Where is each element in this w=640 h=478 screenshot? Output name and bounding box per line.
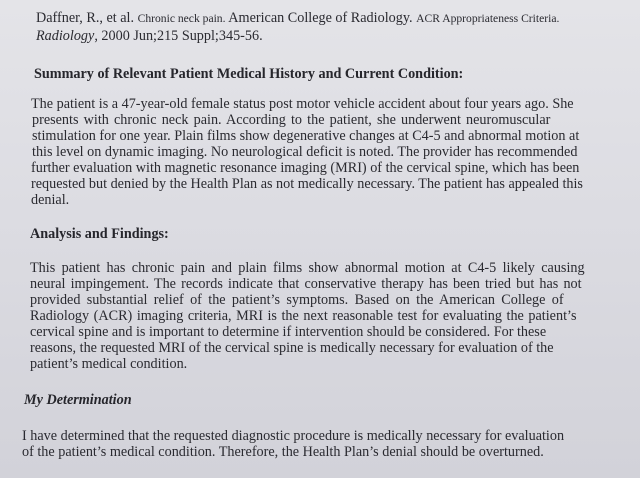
summary-line: denial. <box>31 192 70 208</box>
analysis-heading: Analysis and Findings: <box>30 226 169 242</box>
determination-heading: My Determination <box>24 392 132 408</box>
citation-org: American College of Radiology. <box>228 10 413 26</box>
citation-details: , 2000 Jun;215 Suppl;345-56. <box>94 28 263 44</box>
analysis-line: provided substantial relief of the patient’s symptoms. Based on the American College of <box>30 292 564 308</box>
determination-line: of the patient’s medical condition. Therefore, the Health Plan’s denial should be overturned. <box>22 444 544 460</box>
summary-line: this level on dynamic imaging. No neurological deficit is noted. The provider has recommended <box>32 144 578 160</box>
analysis-line: Radiology (ACR) imaging criteria, MRI is the next reasonable test for evaluating the patient’s <box>30 308 577 324</box>
summary-line: requested but denied by the Health Plan as not medically necessary. The patient has appealed this <box>31 176 583 192</box>
citation-line-2 <box>36 28 263 44</box>
summary-line: stimulation for one year. Plain films show degenerative changes at C4-5 and abnormal motion at <box>32 128 580 144</box>
citation-line-1 <box>36 10 559 27</box>
summary-heading: Summary of Relevant Patient Medical History and Current Condition: <box>34 66 464 82</box>
summary-line: presents with chronic neck pain. According to the patient, she underwent neuromuscular <box>32 112 551 128</box>
citation-journal: Radiology <box>36 28 95 44</box>
summary-line: The patient is a 47-year-old female status post motor vehicle accident about four years ago. She <box>31 96 574 112</box>
analysis-line: cervical spine and is important to determine if intervention should be considered. For these <box>30 324 547 340</box>
citation-criteria: ACR Appropriateness Criteria. <box>416 12 560 25</box>
citation-authors: Daffner, R., et al. <box>36 10 135 26</box>
analysis-line: This patient has chronic pain and plain films show abnormal motion at C4-5 likely causing <box>30 260 585 276</box>
citation-topic: Chronic neck pain. <box>137 12 226 25</box>
analysis-line: patient’s medical condition. <box>30 356 188 372</box>
summary-line: further evaluation with magnetic resonance imaging (MRI) of the cervical spine, which has been <box>31 160 580 176</box>
determination-line: I have determined that the requested diagnostic procedure is medically necessary for evaluation <box>22 428 565 444</box>
analysis-line: reasons, the requested MRI of the cervical spine is medically necessary for evaluation of the <box>30 340 554 356</box>
analysis-line: neural impingement. The records indicate that conservative therapy has been tried but has not <box>30 276 582 292</box>
